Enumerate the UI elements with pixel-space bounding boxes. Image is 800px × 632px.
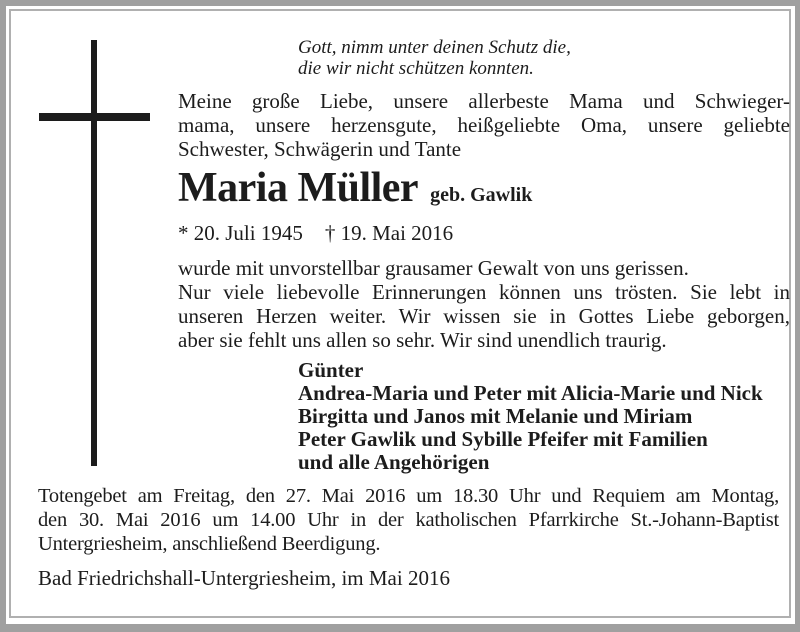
deceased-name: Maria Müller (178, 165, 419, 211)
epigraph (298, 37, 571, 79)
birth-date: * 20. Juli 1945 (178, 221, 303, 245)
mourner-line: und alle Angehörigen (298, 450, 490, 474)
mourner-line: Peter Gawlik und Sybille Pfeifer mit Familien (298, 427, 708, 451)
service-line: Totengebet am Freitag, den 27. Mai 2016 um 18.30 Uhr und Requiem am Montag, (38, 485, 779, 507)
cross-vertical-bar (91, 40, 97, 466)
eulogy-paragraph (178, 256, 790, 352)
eulogy-line: unseren Herzen weiter. Wir wissen sie in Gottes Liebe geborgen, (178, 304, 790, 328)
mourner-line: Birgitta und Janos mit Melanie und Miriam (298, 404, 693, 428)
maiden-name: geb. Gawlik (430, 184, 533, 206)
mourner-line: Günter (298, 358, 364, 382)
mourners-list (298, 359, 763, 474)
mourner-line: Andrea-Maria und Peter mit Alicia-Marie und Nick (298, 381, 763, 405)
intro-line: Schwester, Schwägerin und Tante (178, 137, 462, 161)
eulogy-line: aber sie fehlt uns allen so sehr. Wir sind unendlich traurig. (178, 328, 667, 352)
life-dates (178, 221, 453, 246)
epigraph-line: Gott, nimm unter deinen Schutz die, (298, 37, 571, 58)
death-date: † 19. Mai 2016 (324, 221, 454, 245)
service-line: den 30. Mai 2016 um 14.00 Uhr in der katholischen Pfarrkirche St.-Johann-Baptist (38, 509, 779, 531)
epigraph-line: die wir nicht schützen konnten. (298, 58, 534, 79)
cross-horizontal-bar (39, 113, 150, 121)
closing-line: Bad Friedrichshall-Untergriesheim, im Mai 2016 (38, 566, 450, 590)
intro-paragraph (178, 89, 790, 161)
service-line: Untergriesheim, anschließend Beerdigung. (38, 533, 381, 555)
deceased-name-line (178, 164, 532, 212)
intro-line: mama, unsere herzensgute, heißgeliebte Oma, unsere geliebte (178, 113, 790, 137)
eulogy-line: wurde mit unvorstellbar grausamer Gewalt von uns gerissen. (178, 256, 689, 280)
service-info (38, 484, 779, 556)
eulogy-line: Nur viele liebevolle Erinnerungen können uns trösten. Sie lebt in (178, 280, 790, 304)
intro-line: Meine große Liebe, unsere allerbeste Mama und Schwieger- (178, 89, 790, 113)
